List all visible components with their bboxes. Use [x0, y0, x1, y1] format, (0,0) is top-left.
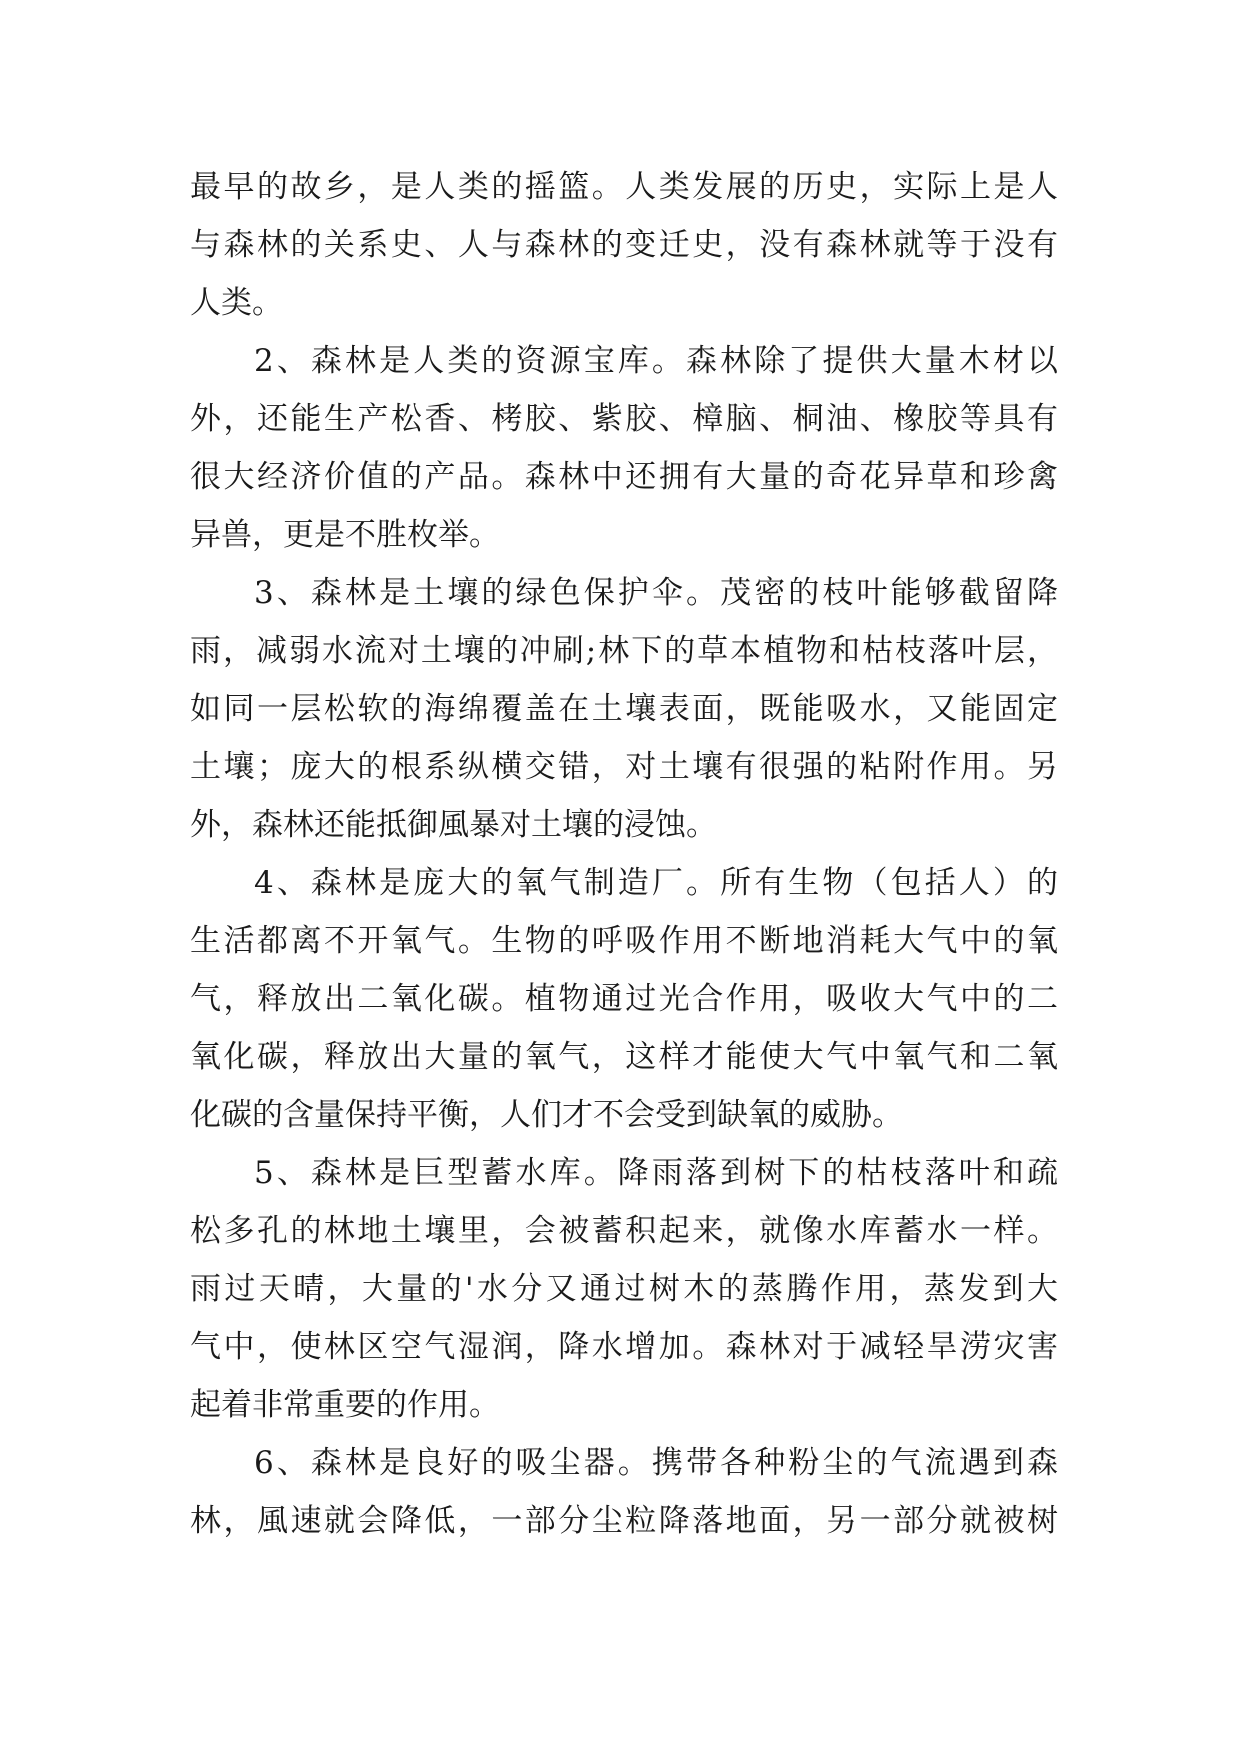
- paragraph-5-first-line: 5、森林是巨型蓄水库。降雨落到树下的枯枝落叶和疏: [254, 1155, 1058, 1191]
- text-line: 化碳的含量保持平衡，人们才不会受到缺氧的威胁。: [190, 1097, 903, 1133]
- document-body: [190, 158, 1058, 1550]
- text-line: 气，释放出二氧化碳。植物通过光合作用，吸收大气中的二: [190, 981, 1058, 1017]
- text-line: 异兽，更是不胜枚举。: [190, 517, 500, 553]
- text-line: 外，还能生产松香、栲胶、紫胶、樟脑、桐油、橡胶等具有: [190, 401, 1058, 437]
- text-line: 松多孔的林地土壤里，会被蓄积起来，就像水库蓄水一样。: [190, 1213, 1058, 1249]
- text-line: 与森林的关系史、人与森林的变迁史，没有森林就等于没有: [190, 227, 1058, 263]
- paragraph-6-first-line: 6、森林是良好的吸尘器。携带各种粉尘的气流遇到森: [254, 1445, 1058, 1481]
- text-line: 最早的故乡，是人类的摇篮。人类发展的历史，实际上是人: [190, 169, 1058, 205]
- text-line: 外，森林还能抵御風暴对土壤的浸蚀。: [190, 807, 717, 843]
- text-line: 雨，减弱水流对土壤的冲刷;林下的草本植物和枯枝落叶层，: [190, 633, 1058, 669]
- text-line: 氧化碳，释放出大量的氧气，这样才能使大气中氧气和二氧: [190, 1039, 1058, 1075]
- paragraph-2-first-line: 2、森林是人类的资源宝库。森林除了提供大量木材以: [254, 343, 1058, 379]
- paragraph-4-first-line: 4、森林是庞大的氧气制造厂。所有生物（包括人）的: [254, 865, 1058, 901]
- text-line: 雨过天晴，大量的'水分又通过树木的蒸腾作用，蒸发到大: [190, 1271, 1058, 1307]
- text-line: 人类。: [190, 285, 283, 321]
- text-line: 生活都离不开氧气。生物的呼吸作用不断地消耗大气中的氧: [190, 923, 1058, 959]
- text-line: 林，風速就会降低，一部分尘粒降落地面，另一部分就被树: [190, 1503, 1058, 1539]
- text-line: 如同一层松软的海绵覆盖在土壤表面，既能吸水，又能固定: [190, 691, 1058, 727]
- text-line: 起着非常重要的作用。: [190, 1387, 500, 1423]
- text-line: 气中，使林区空气湿润，降水增加。森林对于减轻旱涝灾害: [190, 1329, 1058, 1365]
- text-line: 很大经济价值的产品。森林中还拥有大量的奇花异草和珍禽: [190, 459, 1058, 495]
- text-line: 土壤；庞大的根系纵横交错，对土壤有很强的粘附作用。另: [190, 749, 1058, 785]
- paragraph-3-first-line: 3、森林是土壤的绿色保护伞。茂密的枝叶能够截留降: [254, 575, 1058, 611]
